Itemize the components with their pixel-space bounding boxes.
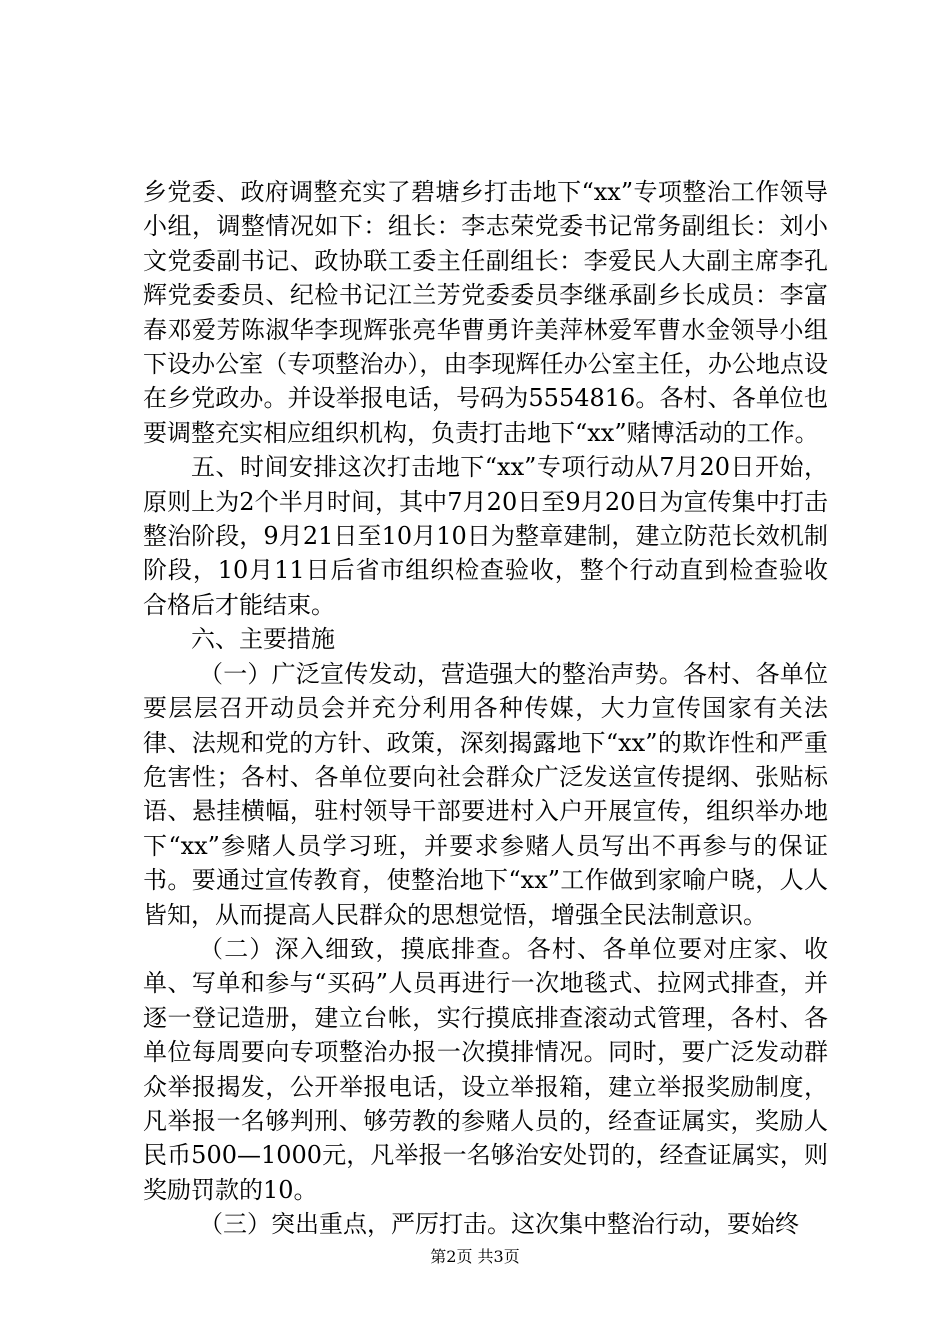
paragraph-measure-one: （一）广泛宣传发动，营造强大的整治声势。各村、各单位要层层召开动员会并充分利用各种传媒，大力宣传国家有关法律、法规和党的方针、政策，深刻揭露地下“xx”的欺诈性和严重危害性；各村、各单位要向社会群众广泛发送宣传提纲、张贴标语、悬挂横幅，驻村领导干部要进村入户开展宣传，组织举办地下“xx”参赌人员学习班，并要求参赌人员写出不再参与的保证书。要通过宣传教育，使整治地下“xx”工作做到家喻户晓，人人皆知，从而提高人民群众的思想觉悟，增强全民法制意识。 bbox=[143, 659, 828, 929]
paragraph-measure-two: （二）深入细致，摸底排查。各村、各单位要对庄家、收单、写单和参与“买码”人员再进行一次地毯式、拉网式排查，并逐一登记造册，建立台帐，实行摸底排查滚动式管理，各村、各单位每周要向专项整治办报一次摸排情况。同时，要广泛发动群众举报揭发，公开举报电话，设立举报箱，建立举报奖励制度，凡举报一名够判刑、够劳教的参赌人员的，经查证属实，奖励人民币500—1000元，凡举报一名够治安处罚的，经查证属实，则奖励罚款的10。 bbox=[143, 934, 828, 1204]
paragraph-section-five: 五、时间安排这次打击地下“xx”专项行动从7月20日开始，原则上为2个半月时间，其中7月20日至9月20日为宣传集中打击整治阶段，9月21日至10月10日为整章建制，建立防范长效机制阶段，10月11日后省市组织检查验收，整个行动直到检查验收合格后才能结束。 bbox=[143, 453, 828, 619]
document-body bbox=[143, 175, 828, 1242]
page-footer: 第2页 共3页 bbox=[430, 1247, 520, 1266]
paragraph-measure-three: （三）突出重点，严厉打击。这次集中整治行动，要始终 bbox=[199, 1210, 799, 1239]
paragraph-section-six-heading: 六、主要措施 bbox=[191, 625, 335, 654]
paragraph-leading-group: 乡党委、政府调整充实了碧塘乡打击地下“xx”专项整治工作领导小组，调整情况如下：组长：李志荣党委书记常务副组长：刘小文党委副书记、政协联工委主任副组长：李爱民人大副主席李孔辉党委委员、纪检书记江兰芳党委委员李继承副乡长成员：李富春邓爱芳陈淑华李现辉张亮华曹勇许美萍林爱军曹水金领导小组下设办公室（专项整治办），由李现辉任办公室主任，办公地点设在乡党政办。并设举报电话，号码为5554816。各村、各单位也要调整充实相应组织机构，负责打击地下“xx”赌博活动的工作。 bbox=[143, 178, 828, 447]
